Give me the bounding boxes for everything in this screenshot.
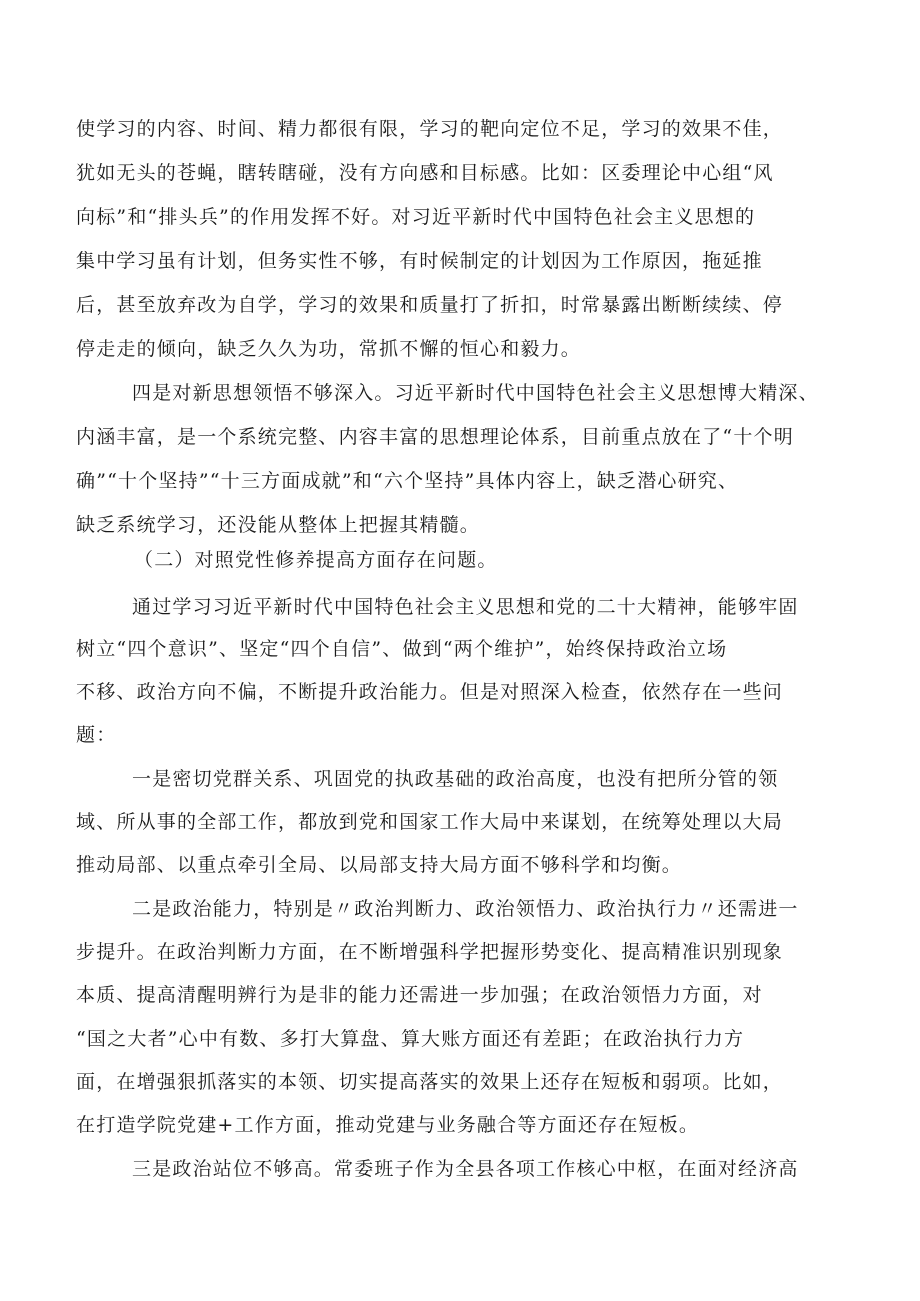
- text-line: 内涵丰富，是一个系统完整、内容丰富的思想理论体系，目前重点放在了“十个明: [76, 426, 794, 448]
- text-line: 后，甚至放弃改为自学，学习的效果和质量打了折扣，时常暴露出断断续续、停: [76, 294, 784, 316]
- text-line: 通过学习习近平新时代中国特色社会主义思想和党的二十大精神，能够牢固: [132, 596, 799, 618]
- text-line: 步提升。在政治判断力方面，在不断增强科学把握形势变化、提高精准识别现象: [76, 941, 784, 963]
- text-line: 不移、政治方向不偏，不断提升政治能力。但是对照深入检查，依然存在一些问: [76, 681, 784, 703]
- text-line: 停走走的倾向，缺乏久久为功，常抓不懈的恒心和毅力。: [76, 338, 582, 360]
- text-line: 缺乏系统学习，还没能从整体上把握其精髓。: [76, 514, 481, 536]
- text-line: 树立“四个意识”、坚定“四个自信”、做到“两个维护”，始终保持政治立场: [76, 638, 728, 660]
- text-line: 向标”和“排头兵”的作用发挥不好。对习近平新时代中国特色社会主义思想的: [76, 206, 756, 228]
- text-line: 题：: [76, 724, 117, 746]
- text-line: 域、所从事的全部工作，都放到党和国家工作大局中来谋划，在统筹处理以大局: [76, 811, 784, 833]
- text-line: 犹如无头的苍蝇，瞎转瞎碰，没有方向感和目标感。比如：区委理论中心组“风: [76, 162, 774, 184]
- text-line: “国之大者”心中有数、多打大算盘、算大账方面还有差距；在政治执行力方: [76, 1028, 745, 1050]
- text-line: 四是对新思想领悟不够深入。习近平新时代中国特色社会主义思想博大精深、: [132, 382, 819, 404]
- text-line: 三是政治站位不够高。常委班子作为全县各项工作核心中枢，在面对经济高: [132, 1158, 799, 1180]
- text-line: 推动局部、以重点牵引全局、以局部支持大局方面不够科学和均衡。: [76, 854, 683, 876]
- text-line: 一是密切党群关系、巩固党的执政基础的政治高度，也没有把所分管的领: [132, 768, 779, 790]
- text-line: 二是政治能力，特别是〃政治判断力、政治领悟力、政治执行力〃还需进一: [132, 898, 799, 920]
- text-line: 使学习的内容、时间、精力都很有限，学习的靶向定位不足，学习的效果不佳，: [76, 118, 784, 140]
- text-line: 面，在增强狠抓落实的本领、切实提高落实的效果上还存在短板和弱项。比如，: [76, 1071, 784, 1093]
- text-line: 确”“十个坚持”“十三方面成就”和“六个坚持”具体内容上，缺乏潜心研究、: [76, 470, 739, 492]
- text-line: 本质、提高清醒明辨行为是非的能力还需进一步加强；在政治领悟力方面，对: [76, 984, 763, 1006]
- text-line: 集中学习虽有计划，但务实性不够，有时候制定的计划因为工作原因，拖延推: [76, 250, 763, 272]
- text-line: 在打造学院党建+工作方面，推动党建与业务融合等方面还存在短板。: [76, 1114, 700, 1136]
- section-heading: （二）对照党性修养提高方面存在问题。: [134, 549, 498, 571]
